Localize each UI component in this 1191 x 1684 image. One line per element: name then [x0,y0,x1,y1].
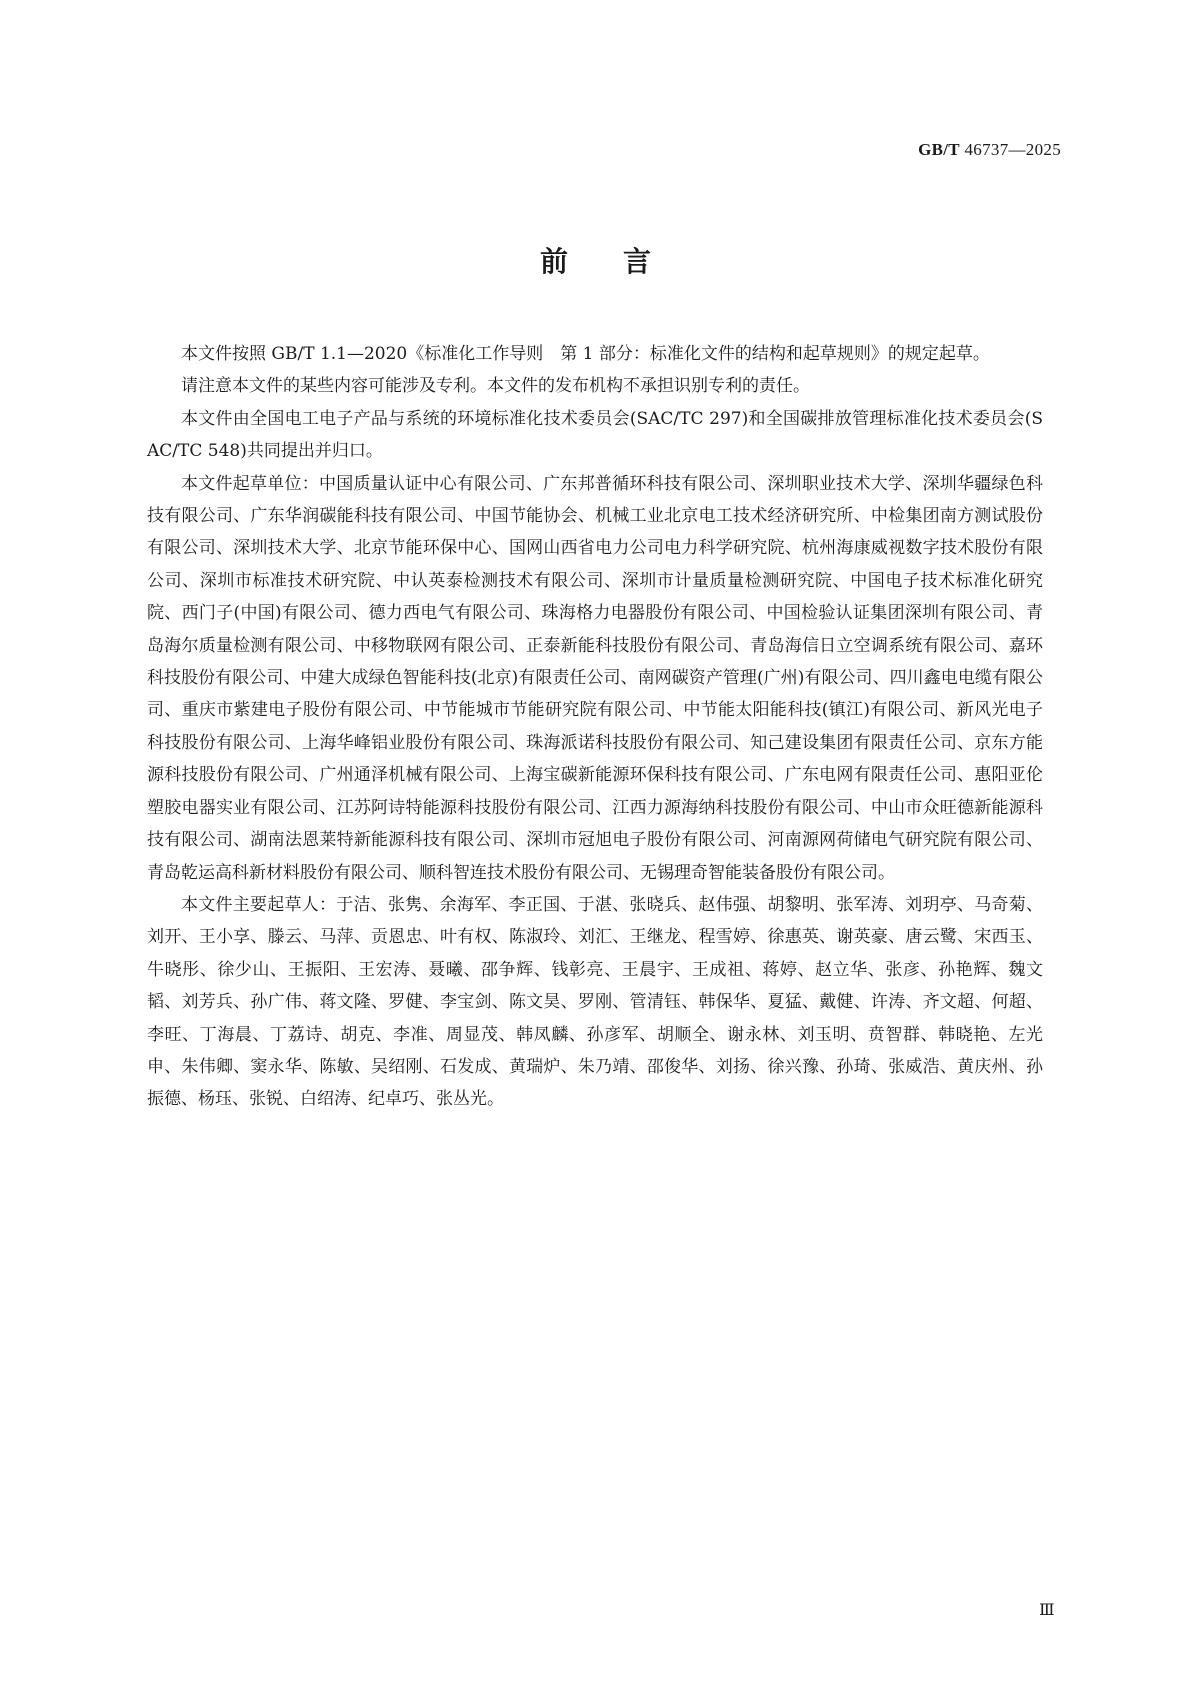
standard-number-value: 46737—2025 [964,140,1061,159]
standard-code: GB/T [918,140,960,159]
page-title: 前言 [539,245,706,278]
document-body [147,338,1043,1116]
standard-number [918,140,1061,160]
paragraph-drafters: 本文件主要起草人：于洁、张隽、余海军、李正国、于湛、张晓兵、赵伟强、胡黎明、张军涛、刘玥亭、马奇菊、刘开、王小享、滕云、马萍、贡恩忠、叶有权、陈淑玲、刘汇、王继龙、程雪婷、徐惠英、谢英豪、唐云鹭、宋西玉、牛晓彤、徐少山、王振阳、王宏涛、聂曦、邵争辉、钱彰亮、王晨宇、王成祖、蒋婷、赵立华、张彦、孙艳辉、魏文韬、刘芳兵、孙广伟、蒋文隆、罗健、李宝剑、陈文昊、罗刚、管清钰、韩保华、夏猛、戴健、许涛、齐文超、何超、李旺、丁海晨、丁荔诗、胡克、李准、周显茂、韩凤麟、孙彦军、胡顺全、谢永林、刘玉明、贲智群、韩晓艳、左光申、朱伟卿、窦永华、陈敏、吴绍刚、石发成、黄瑞炉、朱乃靖、邵俊华、刘扬、徐兴豫、孙琦、张威浩、黄庆州、孙振德、杨珏、张锐、白绍涛、纪卓巧、张丛光。 [147,894,1043,1110]
paragraph-drafting-rules: 本文件按照 GB/T 1.1—2020《标准化工作导则 第 1 部分：标准化文件的结构和起草规则》的规定起草。 [181,344,990,364]
page-number: Ⅲ [1039,1602,1055,1619]
paragraph-proposer: 本文件由全国电工电子产品与系统的环境标准化技术委员会(SAC/TC 297)和全国碳排放管理标准化技术委员会(SAC/TC 548)共同提出并归口。 [147,408,1043,462]
paragraph-patent-notice: 请注意本文件的某些内容可能涉及专利。本文件的发布机构不承担识别专利的责任。 [181,376,810,397]
paragraph-drafting-organizations: 本文件起草单位：中国质量认证中心有限公司、广东邦普循环科技有限公司、深圳职业技术大学、深圳华疆绿色科技有限公司、广东华润碳能科技有限公司、中国节能协会、机械工业北京电工技术经济研究所、中检集团南方测试股份有限公司、深圳技术大学、北京节能环保中心、国网山西省电力公司电力科学研究院、杭州海康威视数字技术股份有限公司、深圳市标准技术研究院、中认英泰检测技术有限公司、深圳市计量质量检测研究院、中国电子技术标准化研究院、西门子(中国)有限公司、德力西电气有限公司、珠海格力电器股份有限公司、中国检验认证集团深圳有限公司、青岛海尔质量检测有限公司、中移物联网有限公司、正泰新能科技股份有限公司、青岛海信日立空调系统有限公司、嘉环科技股份有限公司、中建大成绿色智能科技(北京)有限责任公司、南网碳资产管理(广州)有限公司、四川鑫电电缆有限公司、重庆市紫建电子股份有限公司、中节能城市节能研究院有限公司、中节能太阳能科技(镇江)有限公司、新风光电子科技股份有限公司、上海华峰铝业股份有限公司、珠海派诺科技股份有限公司、知己建设集团有限责任公司、京东方能源科技股份有限公司、广州通泽机械有限公司、上海宝碳新能源环保科技有限公司、广东电网有限责任公司、惠阳亚伦塑胶电器实业有限公司、江苏阿诗特能源科技股份有限公司、江西力源海纳科技股份有限公司、中山市众旺德新能源科技有限公司、湖南法恩莱特新能源科技有限公司、深圳市冠旭电子股份有限公司、河南源网荷储电气研究院有限公司、青岛乾运高科新材料股份有限公司、顺科智连技术股份有限公司、无锡理奇智能装备股份有限公司。 [147,473,1043,883]
